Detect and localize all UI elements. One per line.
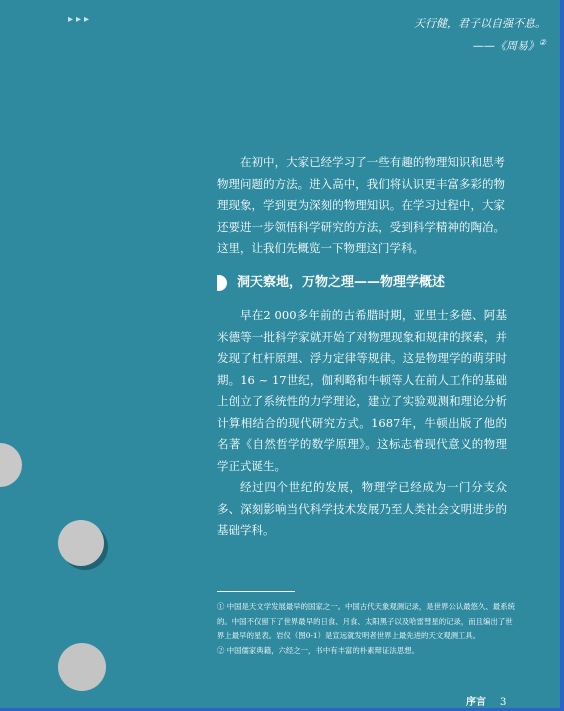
epigraph-source-line	[346, 33, 546, 56]
footnote: ① 中国是天文学发展最早的国家之一。中国古代天象观测记录，是世界公认最悠久、最系统的。中国不仅留下了世界最早的日食、月食、太阳黑子以及哈雷彗星的记录，而且编出了世界上最早的星表。岩仪（图0-1）是宣远就发明者世界上最先进的天文观测工具。	[217, 602, 515, 640]
half-circle-icon	[217, 275, 227, 291]
intro-paragraph: 在初中，大家已经学习了一些有趣的物理知识和思考物理问题的方法。进入高中，我们将认识更丰富多彩的物理现象，学到更为深刻的物理知识。在学习过程中，大家还要进一步领悟科学研究的方法，受到科学精神的陶冶。这里，让我们先概览一下物理这门学科。	[217, 155, 505, 255]
page-edge-right	[560, 0, 564, 711]
decorative-circle	[58, 643, 106, 691]
section-body	[217, 305, 507, 542]
footnotes	[217, 600, 517, 658]
page-number: 3	[500, 697, 507, 708]
epigraph	[346, 14, 546, 56]
section-title: 洞天察地，万物之理——物理学概述	[237, 275, 446, 290]
decorative-circle	[58, 520, 104, 566]
body-paragraph: 经过四个世纪的发展，物理学已经成为一门分支众多、深刻影响当代科学技术发展乃至人类社会文明进步的基础学科。	[217, 480, 507, 537]
footnote: ② 中国儒家典籍，六经之一，书中有丰富的朴素辩证法思想。	[217, 645, 419, 655]
decorative-circle	[0, 443, 22, 487]
page-footer	[466, 697, 506, 708]
footer-section-name: 序言	[466, 697, 486, 708]
section-heading	[217, 272, 517, 294]
intro-text	[217, 152, 505, 260]
footnote-marker: ②	[538, 38, 546, 47]
epigraph-quote: 天行健，君子以自强不息。	[414, 17, 546, 30]
arrow-decoration: ▸▸▸	[68, 14, 93, 25]
body-paragraph: 早在2 000多年前的古希腊时期，亚里士多德、阿基米德等一批科学家就开始了对物理现象和规律的探索，并发现了杠杆原理、浮力定律等规律。这是物理学的萌芽时期。16 ~ 17世纪，伽利略和牛顿等人在前人工作的基础上创立了系统性的力学理论，建立了实验观测和理论分析计算相结合的现代研究方式。1687年，牛顿出版了他的名著《自然哲学的数学原理》。这标志着现代意义的物理学正式诞生。	[217, 308, 507, 473]
epigraph-source: ——《周易》	[472, 39, 539, 53]
footnote-divider	[217, 591, 295, 592]
